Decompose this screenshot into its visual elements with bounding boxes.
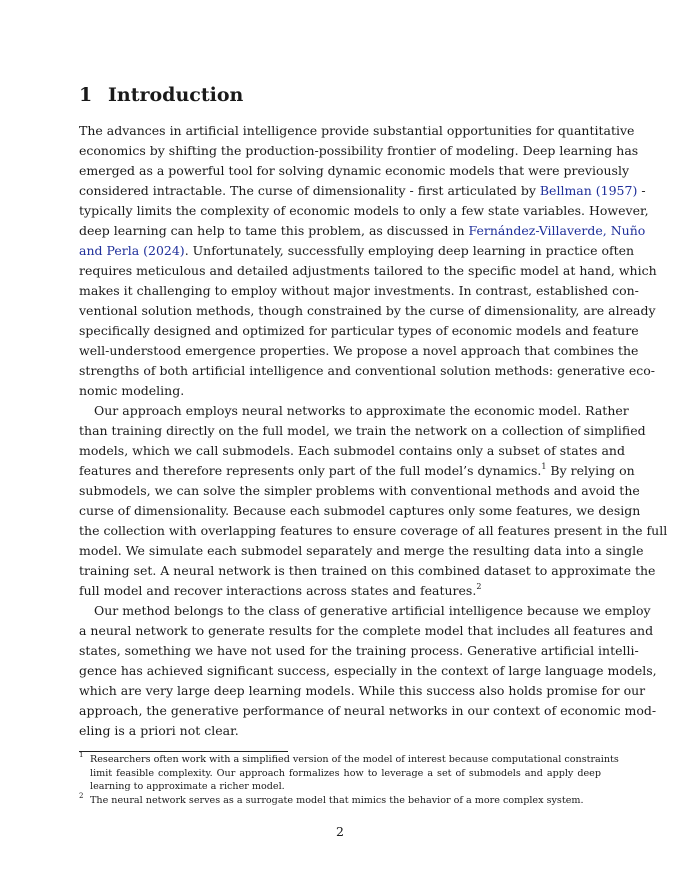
footnote bbox=[79, 791, 601, 808]
text-line: emerged as a powerful tool for solving dynamic economic models that were previously bbox=[79, 163, 630, 178]
text-line bbox=[79, 181, 646, 201]
footnote-line: learning to approximate a richer model. bbox=[90, 781, 285, 792]
line-text-after: - bbox=[637, 183, 646, 198]
page-number: 2 bbox=[336, 824, 344, 839]
text-line bbox=[79, 581, 601, 601]
line-text-after: . Unfortunately, successfully employing deep learning in practice often bbox=[184, 243, 635, 258]
line-text: features and therefore represents only part of the full model’s dynamics. bbox=[79, 463, 542, 478]
section-number: 1 bbox=[79, 84, 93, 106]
text-line: Our method belongs to the class of generative artificial intelligence because we employ bbox=[94, 603, 651, 618]
section-heading bbox=[79, 84, 243, 106]
text-line: states, something we have not used for the training process. Generative artificial intelli- bbox=[79, 643, 639, 658]
text-line: Our approach employs neural networks to approximate the economic model. Rather bbox=[94, 403, 629, 418]
paragraph bbox=[79, 401, 668, 601]
text-line: training set. A neural network is then trained on this combined dataset to approximate the bbox=[79, 563, 656, 578]
text-line: the collection with overlapping features to ensure coverage of all features present in the full bbox=[79, 523, 668, 538]
line-text: considered intractable. The curse of dimensionality - first articulated by bbox=[79, 183, 540, 198]
text-line: gence has achieved significant success, especially in the context of large language models, bbox=[79, 663, 657, 678]
text-line bbox=[79, 241, 635, 261]
footnote bbox=[79, 751, 619, 794]
text-line: makes it challenging to employ without major investments. In contrast, established con- bbox=[79, 283, 639, 298]
text-line: nomic modeling. bbox=[79, 383, 185, 398]
line-text: full model and recover interactions across states and features. bbox=[79, 583, 477, 598]
citation-link[interactable]: Fernández-Villaverde, Nuño bbox=[468, 223, 646, 238]
footnote-line: Researchers often work with a simplified version of the model of interest because computational constraints bbox=[90, 754, 619, 765]
line-text: deep learning can help to tame this problem, as discussed in bbox=[79, 223, 469, 238]
text-line: The advances in artificial intelligence provide substantial opportunities for quantitative bbox=[79, 123, 635, 138]
text-line: typically limits the complexity of economic models to only a few state variables. However, bbox=[79, 203, 649, 218]
text-line: strengths of both artificial intelligence and conventional solution methods: generative eco- bbox=[79, 363, 655, 378]
text-line bbox=[79, 461, 635, 481]
text-line: economics by shifting the production-possibility frontier of modeling. Deep learning has bbox=[79, 143, 639, 158]
footnote-line: The neural network serves as a surrogate model that mimics the behavior of a more complex system. bbox=[90, 794, 584, 806]
footnote-number: 1 bbox=[79, 751, 84, 759]
footnotes bbox=[79, 751, 619, 807]
text-line: eling is a priori not clear. bbox=[79, 723, 239, 738]
text-line: ventional solution methods, though constrained by the curse of dimensionality, are already bbox=[79, 303, 656, 318]
text-line: curse of dimensionality. Because each submodel captures only some features, we design bbox=[79, 503, 641, 518]
citation-link[interactable]: and Perla (2024) bbox=[79, 243, 185, 258]
text-line: model. We simulate each submodel separately and merge the resulting data into a single bbox=[79, 543, 644, 558]
footnote-marker[interactable]: 1 bbox=[541, 462, 547, 471]
footnote-number: 2 bbox=[79, 791, 84, 800]
text-line: approach, the generative performance of neural networks in our context of economic mod- bbox=[79, 703, 657, 718]
text-line: which are very large deep learning models. While this success also holds promise for our bbox=[79, 683, 646, 698]
citation-link[interactable]: Bellman (1957) bbox=[539, 183, 638, 198]
paragraphs bbox=[79, 121, 668, 741]
text-line: than training directly on the full model, we train the network on a collection of simplified bbox=[79, 423, 646, 438]
text-line: models, which we call submodels. Each submodel contains only a subset of states and bbox=[79, 443, 625, 458]
footnote-rule bbox=[79, 751, 288, 752]
text-line bbox=[79, 221, 646, 241]
text-line: a neural network to generate results for the complete model that includes all features and bbox=[79, 623, 654, 638]
text-line: requires meticulous and detailed adjustments tailored to the specific model at hand, which bbox=[79, 263, 657, 278]
section-title: Introduction bbox=[108, 84, 244, 106]
footnote-marker[interactable]: 2 bbox=[476, 582, 482, 591]
body-text bbox=[79, 121, 668, 741]
line-text-after: By relying on bbox=[546, 463, 635, 478]
paragraph bbox=[79, 121, 657, 401]
text-line: specifically designed and optimized for particular types of economic models and feature bbox=[79, 323, 639, 338]
text-line: submodels, we can solve the simpler problems with conventional methods and avoid the bbox=[79, 483, 640, 498]
text-line: well-understood emergence properties. We propose a novel approach that combines the bbox=[79, 343, 639, 358]
paragraph bbox=[79, 601, 657, 741]
footnote-line: limit feasible complexity. Our approach formalizes how to leverage a set of submodels and apply deep bbox=[90, 767, 601, 779]
